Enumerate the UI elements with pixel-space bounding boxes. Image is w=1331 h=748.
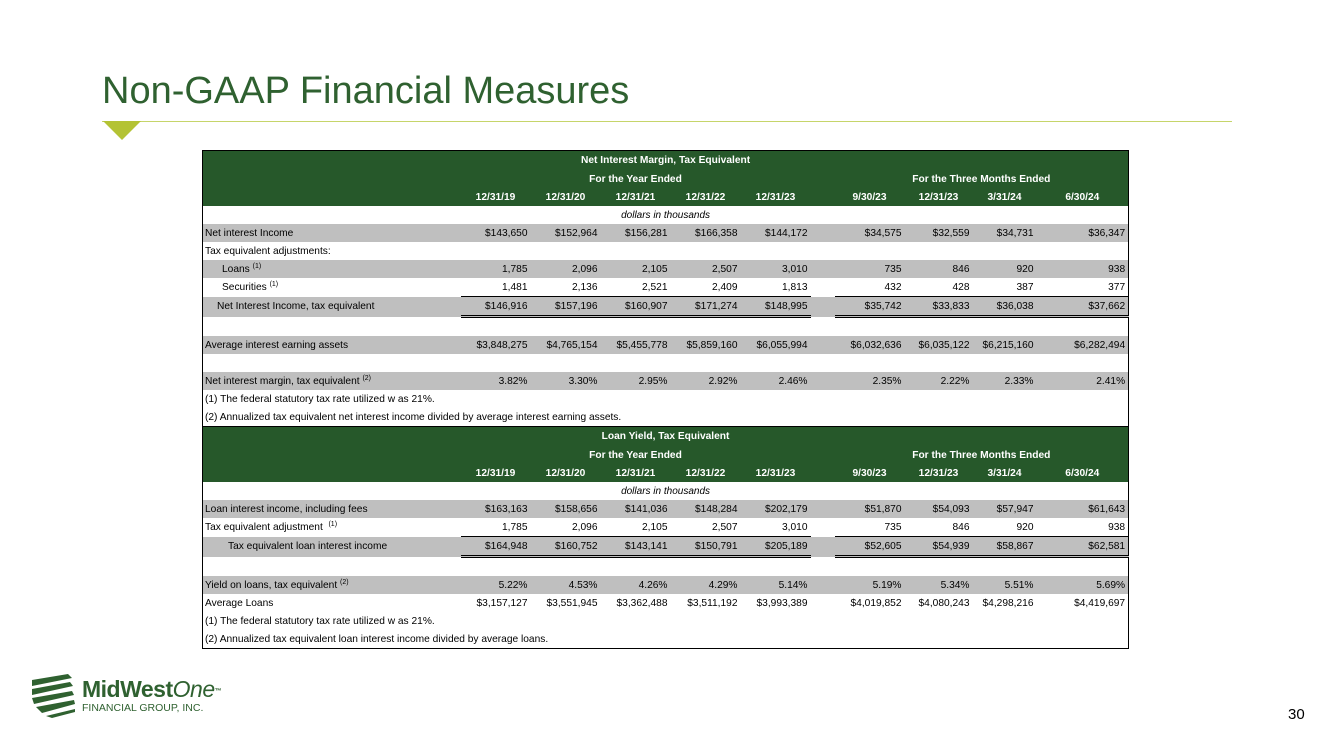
cell: 735 (884, 521, 902, 533)
cell: $3,848,275 (461, 336, 531, 354)
cell: $37,662 (1037, 297, 1129, 317)
table-row (203, 278, 1129, 297)
cell: $34,731 (973, 224, 1037, 242)
loan-period: 12/31/23 (905, 464, 973, 482)
loan-period: 12/31/19 (461, 464, 531, 482)
row-label: Yield on loans, tax equivalent $^{(2)}$ (203, 576, 461, 594)
cell: $3,551,945 (546, 597, 598, 609)
cell: $164,948 (461, 537, 531, 557)
cell: $166,358 (671, 224, 741, 242)
cell: $205,189 (741, 537, 811, 557)
cell: $5,455,778 (601, 336, 671, 354)
cell: 920 (973, 260, 1037, 278)
cell: $150,791 (671, 537, 741, 557)
cell: $54,093 (905, 500, 973, 518)
cell: 377 (1108, 281, 1126, 293)
cell: 2,096 (531, 260, 601, 278)
cell: 3,010 (741, 260, 811, 278)
cell: $163,163 (461, 500, 531, 518)
cell: $141,036 (601, 500, 671, 518)
cell: 387 (1016, 281, 1034, 293)
table-row (203, 336, 1129, 354)
cell: $35,742 (835, 297, 905, 317)
footnote (203, 390, 1129, 408)
cell: $6,035,122 (905, 336, 973, 354)
nim-period: 12/31/23 (741, 188, 811, 206)
cell: 2,507 (671, 260, 741, 278)
cell: $157,196 (531, 297, 601, 317)
loan-period: 9/30/23 (835, 464, 905, 482)
cell: $158,656 (531, 500, 601, 518)
table-row (203, 224, 1129, 242)
row-label: Tax equivalent adjustment $^{(1)}$ (205, 521, 338, 534)
cell: 735 (835, 260, 905, 278)
cell: 5.51% (973, 576, 1037, 594)
cell: 920 (1016, 521, 1034, 533)
nim-period: 12/31/21 (601, 188, 671, 206)
cell: 4.53% (531, 576, 601, 594)
nim-group-quarter: For the Three Months Ended (835, 170, 1129, 188)
table-row (203, 297, 1129, 317)
table-row (203, 518, 1129, 537)
cell: $33,833 (905, 297, 973, 317)
loan-units: dollars in thousands (621, 485, 711, 497)
title-triangle-marker (103, 121, 141, 140)
cell: 2.95% (601, 372, 671, 390)
cell: $51,870 (835, 500, 905, 518)
footnote-text: (1) The federal statutory tax rate utilized w as 21%. (205, 615, 435, 627)
nim-period: 12/31/19 (461, 188, 531, 206)
cell: 2,136 (572, 281, 598, 293)
cell: $156,281 (601, 224, 671, 242)
table-row (203, 576, 1129, 594)
loan-group-quarter: For the Three Months Ended (835, 446, 1129, 464)
table-row (203, 260, 1129, 278)
loan-yield-table (202, 426, 1129, 649)
cell: $5,859,160 (671, 336, 741, 354)
cell: $3,993,389 (756, 597, 808, 609)
row-label: Securities $^{(1)}$ (222, 281, 279, 294)
table-row (203, 537, 1129, 557)
title-divider (102, 121, 1232, 122)
row-label: Tax equivalent adjustments: (205, 245, 331, 257)
cell: 2,105 (642, 521, 668, 533)
cell: $143,650 (461, 224, 531, 242)
cell: $148,284 (671, 500, 741, 518)
cell: $202,179 (741, 500, 811, 518)
loan-period: 12/31/22 (671, 464, 741, 482)
cell: $171,274 (671, 297, 741, 317)
nim-period: 12/31/23 (905, 188, 973, 206)
cell: 2.46% (741, 372, 811, 390)
row-label: Net Interest Income, tax equivalent (203, 297, 461, 317)
nim-table-title: Net Interest Margin, Tax Equivalent (203, 151, 1129, 171)
cell: $152,964 (531, 224, 601, 242)
cell: 2,096 (572, 521, 598, 533)
cell: 2.41% (1037, 372, 1129, 390)
loan-period: 12/31/20 (531, 464, 601, 482)
nim-group-year: For the Year Ended (461, 170, 811, 188)
cell: 846 (905, 260, 973, 278)
cell: $6,215,160 (973, 336, 1037, 354)
cell: $160,752 (531, 537, 601, 557)
cell: 1,481 (502, 281, 528, 293)
cell: 2.92% (671, 372, 741, 390)
footnote (203, 408, 1129, 427)
table-row (203, 242, 1129, 260)
cell: $34,575 (835, 224, 905, 242)
nim-period: 12/31/22 (671, 188, 741, 206)
cell: 3.30% (531, 372, 601, 390)
cell: 2,507 (712, 521, 738, 533)
cell: $58,867 (973, 537, 1037, 557)
cell: $148,995 (741, 297, 811, 317)
cell: 3,010 (782, 521, 808, 533)
cell: $143,141 (601, 537, 671, 557)
row-label: Net interest Income (203, 224, 461, 242)
brand-subtitle: FINANCIAL GROUP, INC. (82, 702, 204, 714)
cell: $3,157,127 (476, 597, 528, 609)
cell: $36,347 (1037, 224, 1129, 242)
nim-units: dollars in thousands (621, 209, 711, 221)
cell: 2.22% (905, 372, 973, 390)
loan-period: 3/31/24 (973, 464, 1037, 482)
cell: $4,019,852 (850, 597, 902, 609)
footnote (203, 612, 1129, 630)
cell: $160,907 (601, 297, 671, 317)
cell: 4.29% (671, 576, 741, 594)
nim-period: 9/30/23 (835, 188, 905, 206)
cell: 432 (884, 281, 902, 293)
cell: 846 (952, 521, 970, 533)
loan-group-year: For the Year Ended (461, 446, 811, 464)
row-label: Average interest earning assets (203, 336, 461, 354)
nim-period: 3/31/24 (973, 188, 1037, 206)
page-number: 30 (1288, 706, 1305, 723)
cell: 3.82% (461, 372, 531, 390)
cell: 2,521 (642, 281, 668, 293)
row-label: Loan interest income, including fees (203, 500, 461, 518)
cell: $54,939 (905, 537, 973, 557)
cell: 428 (952, 281, 970, 293)
footnote (203, 630, 1129, 649)
cell: $6,055,994 (741, 336, 811, 354)
cell: 5.14% (741, 576, 811, 594)
cell: 5.19% (835, 576, 905, 594)
cell: $3,362,488 (616, 597, 668, 609)
cell: $3,511,192 (687, 597, 738, 609)
nim-period: 6/30/24 (1037, 188, 1129, 206)
nim-period: 12/31/20 (531, 188, 601, 206)
cell: $57,947 (973, 500, 1037, 518)
table-row (203, 594, 1129, 612)
page-title: Non-GAAP Financial Measures (102, 70, 630, 112)
cell: $4,765,154 (531, 336, 601, 354)
cell: 5.34% (905, 576, 973, 594)
cell: $61,643 (1037, 500, 1129, 518)
brand-name: MidWestOne™ (82, 676, 222, 702)
cell: $4,419,697 (1074, 597, 1126, 609)
loan-period: 12/31/23 (741, 464, 811, 482)
loan-period: 12/31/21 (601, 464, 671, 482)
cell: $32,559 (905, 224, 973, 242)
loan-period: 6/30/24 (1037, 464, 1129, 482)
cell: 1,785 (502, 521, 528, 533)
footnote-text: (2) Annualized tax equivalent loan interest income divided by average loans. (205, 633, 549, 645)
cell: 1,813 (782, 281, 808, 293)
cell: $4,080,243 (918, 597, 970, 609)
cell: $62,581 (1037, 537, 1129, 557)
cell: $6,282,494 (1037, 336, 1129, 354)
cell: $144,172 (741, 224, 811, 242)
cell: 4.26% (601, 576, 671, 594)
cell: 2.33% (973, 372, 1037, 390)
cell: $36,038 (973, 297, 1037, 317)
cell: 938 (1108, 521, 1126, 533)
row-label: Loans $^{(1)}$ (203, 260, 461, 278)
midwestone-logo-icon (32, 674, 76, 718)
cell: 2.35% (835, 372, 905, 390)
brand-wordmark (82, 676, 221, 714)
row-label: Net interest margin, tax equivalent $^{(2)}$ (203, 372, 461, 390)
cell: $146,916 (461, 297, 531, 317)
cell: 5.22% (461, 576, 531, 594)
cell: 2,409 (712, 281, 738, 293)
row-label: Average Loans (205, 597, 274, 609)
table-row (203, 372, 1129, 390)
net-interest-margin-table (202, 150, 1129, 427)
cell: $52,605 (835, 537, 905, 557)
cell: $4,298,216 (982, 597, 1034, 609)
cell: 2,105 (601, 260, 671, 278)
cell: 938 (1037, 260, 1129, 278)
cell: 5.69% (1037, 576, 1129, 594)
cell: $6,032,636 (835, 336, 905, 354)
cell: 1,785 (461, 260, 531, 278)
footnote-text: (2) Annualized tax equivalent net interest income divided by average interest earning assets. (205, 411, 622, 423)
table-row (203, 500, 1129, 518)
loan-table-title: Loan Yield, Tax Equivalent (203, 427, 1129, 447)
footnote-text: (1) The federal statutory tax rate utilized w as 21%. (205, 393, 435, 405)
row-label: Tax equivalent loan interest income (203, 537, 461, 557)
